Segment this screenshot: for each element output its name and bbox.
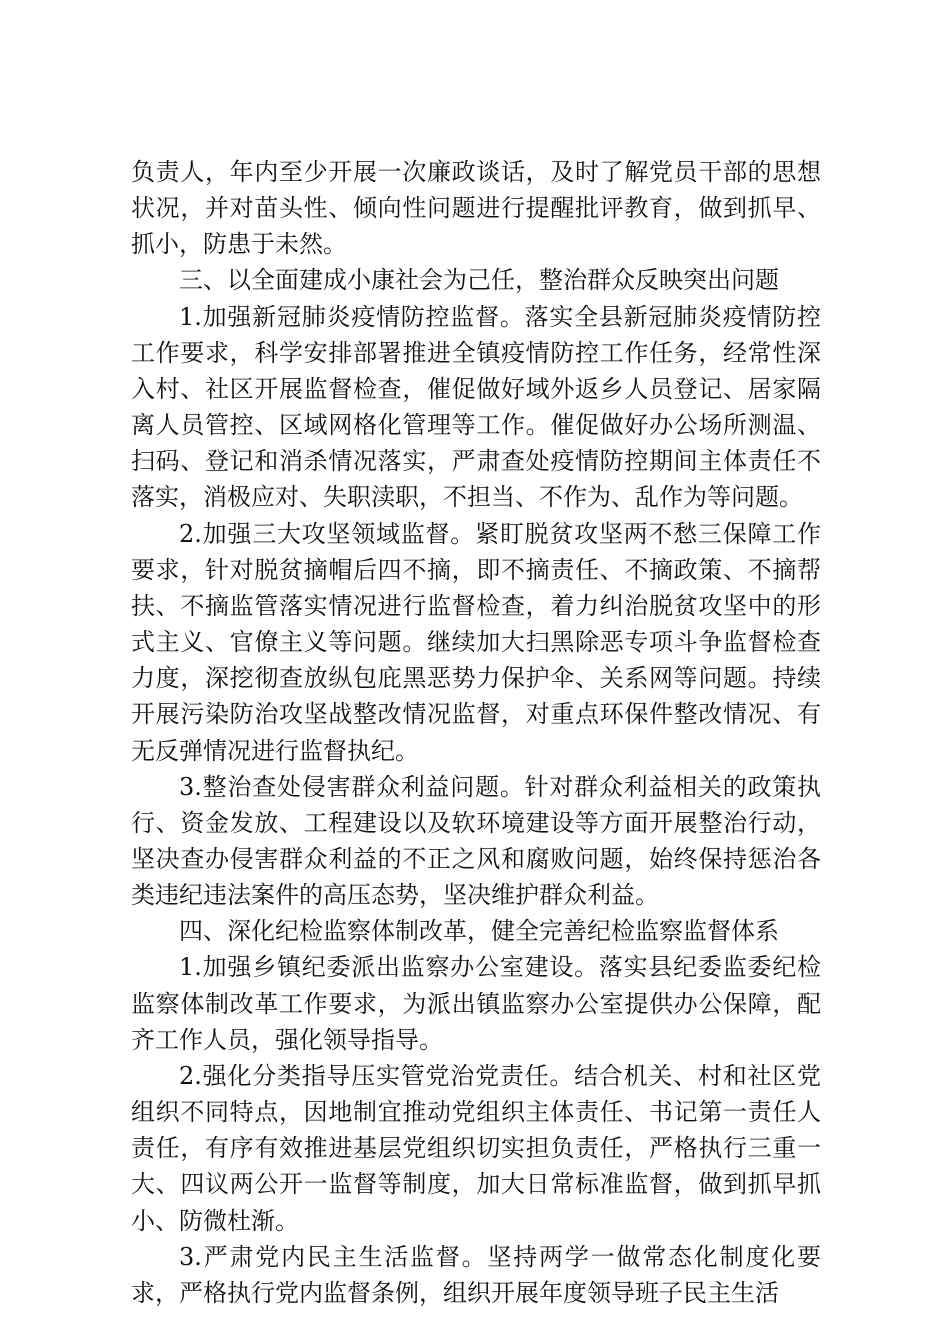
paragraph-item: 1.加强新冠肺炎疫情防控监督。落实全县新冠肺炎疫情防控工作要求，科学安排部署推进全镇疫情防控工作任务，经常性深入村、社区开展监督检查，催促做好域外返乡人员登记、居家隔离人员管控、区域网格化管理等工作。催促做好办公场所测温、扫码、登记和消杀情况落实，严肃查处疫情防控期间主体责任不落实，消极应对、失职渎职，不担当、不作为、乱作为等问题。: [131, 302, 821, 512]
section-heading-three: 三、以全面建成小康社会为己任，整治群众反映突出问题: [179, 266, 779, 295]
paragraph-item: 2.加强三大攻坚领域监督。紧盯脱贫攻坚两不愁三保障工作要求，针对脱贫摘帽后四不摘，即不摘责任、不摘政策、不摘帮扶、不摘监管落实情况进行监督检查，着力纠治脱贫攻坚中的形式主义、官僚主义等问题。继续加大扫黑除恶专项斗争监督检查力度，深挖彻查放纵包庇黑恶势力保护伞、关系网等问题。持续开展污染防治攻坚战整改情况监督，对重点环保件整改情况、有无反弹情况进行监督执纪。: [131, 519, 821, 765]
paragraph-continuation: 负责人，年内至少开展一次廉政谈话，及时了解党员干部的思想状况，并对苗头性、倾向性问题进行提醒批评教育，做到抓早、抓小，防患于未然。: [131, 158, 821, 259]
paragraph-item: 2.强化分类指导压实管党治党责任。结合机关、村和社区党组织不同特点，因地制宜推动党组织主体责任、书记第一责任人责任，有序有效推进基层党组织切实担负责任，严格执行三重一大、四议两公开一监督等制度，加大日常标准监督，做到抓早抓小、防微杜渐。: [131, 1061, 821, 1235]
document-body: [131, 154, 821, 1311]
paragraph-item: 3.严肃党内民主生活监督。坚持两学一做常态化制度化要求，严格执行党内监督条例，组织开展年度领导班子民主生活: [131, 1242, 821, 1307]
section-heading-four: 四、深化纪检监察体制改革，健全完善纪检监察监督体系: [179, 917, 779, 946]
paragraph-item: 1.加强乡镇纪委派出监察办公室建设。落实县纪委监委纪检监察体制改革工作要求，为派出镇监察办公室提供办公保障，配齐工作人员，强化领导指导。: [131, 953, 821, 1054]
paragraph-item: 3.整治查处侵害群众利益问题。针对群众利益相关的政策执行、资金发放、工程建设以及软环境建设等方面开展整治行动，坚决查办侵害群众利益的不正之风和腐败问题，始终保持惩治各类违纪违法案件的高压态势，坚决维护群众利益。: [131, 772, 821, 910]
